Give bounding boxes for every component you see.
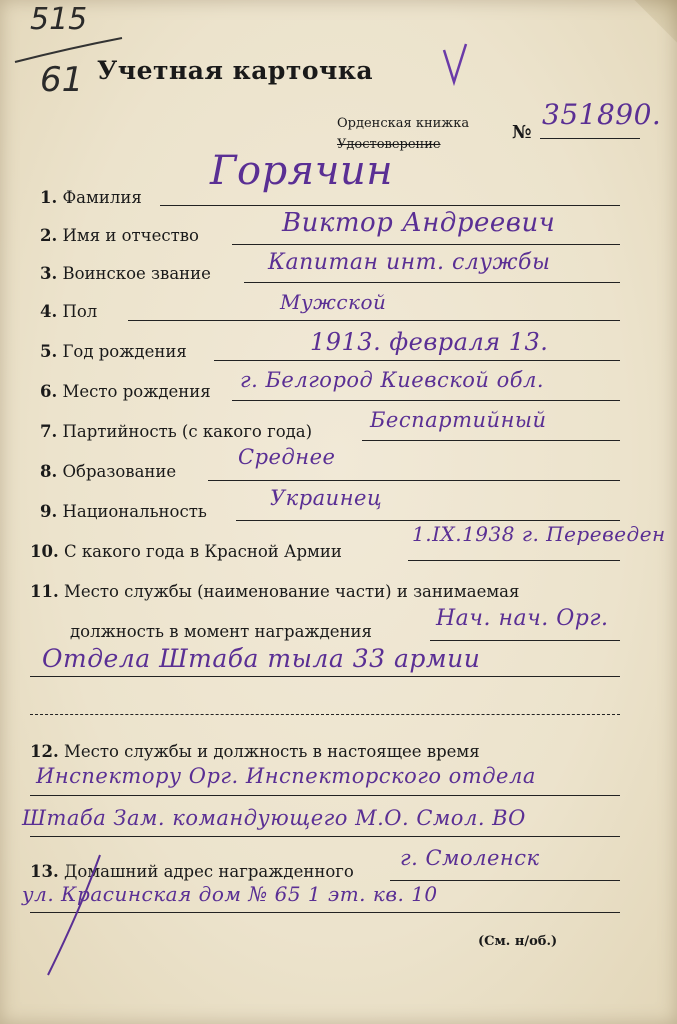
see-reverse-note: (См. н/об.) bbox=[478, 934, 558, 949]
field-8-label: 8. Образование bbox=[40, 462, 177, 481]
field-10-value: 1.IX.1938 г. Переведен bbox=[412, 522, 666, 546]
field-12-line-2 bbox=[30, 836, 620, 837]
field-4-label: 4. Пол bbox=[40, 302, 98, 321]
field-3-label: 3. Воинское звание bbox=[40, 264, 211, 283]
pencil-number-bottom: 61 bbox=[40, 60, 84, 100]
field-11-line-1 bbox=[430, 640, 620, 641]
field-12-label: 12. Место службы и должность в настоящее время bbox=[30, 742, 480, 761]
field-9-line bbox=[236, 520, 620, 521]
field-3-line bbox=[244, 282, 620, 283]
field-7-label: 7. Партийность (с какого года) bbox=[40, 422, 313, 441]
card-title: Учетная карточка bbox=[97, 56, 374, 85]
field-13-value: г. Смоленск bbox=[400, 846, 540, 870]
field-5-line bbox=[214, 360, 620, 361]
field-7-line bbox=[362, 440, 620, 441]
field-10-label: 10. С какого года в Красной Армии bbox=[30, 542, 342, 561]
field-1-label: 1. Фамилия bbox=[40, 188, 142, 207]
field-2-value: Виктор Андреевич bbox=[282, 208, 556, 238]
number-sign: № bbox=[512, 122, 532, 143]
field-4-line bbox=[128, 320, 620, 321]
pencil-number-top: 515 bbox=[30, 2, 88, 37]
field-11-label: 11. Место службы (наименование части) и занимаемая bbox=[30, 582, 520, 601]
field-5-value: 1913. февраля 13. bbox=[310, 328, 549, 356]
field-2-line bbox=[232, 244, 620, 245]
field-9-value: Украинец bbox=[270, 486, 383, 510]
field-6-line bbox=[232, 400, 620, 401]
field-11-line-3 bbox=[30, 714, 620, 715]
ink-stroke bbox=[40, 850, 120, 980]
field-8-line bbox=[208, 480, 620, 481]
folded-corner bbox=[617, 0, 677, 45]
field-6-label: 6. Место рождения bbox=[40, 382, 211, 401]
field-13-line-1 bbox=[390, 880, 620, 881]
field-6-value: г. Белгород Киевской обл. bbox=[240, 368, 545, 392]
field-4-value: Мужской bbox=[280, 290, 387, 314]
field-1-value: Горячин bbox=[210, 148, 394, 194]
check-mark-icon bbox=[440, 42, 470, 92]
field-12-value: Инспектору Орг. Инспекторского отдела bbox=[36, 764, 536, 788]
field-7-value: Беспартийный bbox=[370, 408, 547, 432]
field-9-label: 9. Национальность bbox=[40, 502, 207, 521]
field-5-label: 5. Год рождения bbox=[40, 342, 187, 361]
field-11-label-2: должность в момент награждения bbox=[70, 622, 372, 641]
field-1-line bbox=[160, 205, 620, 206]
field-11-value: Нач. нач. Орг. bbox=[436, 606, 609, 631]
field-3-value: Капитан инт. службы bbox=[268, 250, 551, 275]
field-2-label: 2. Имя и отчество bbox=[40, 226, 199, 245]
field-13-label: 13. Домашний адрес награжденного bbox=[30, 862, 354, 881]
field-13-value-2: ул. Красинская дом № 65 1 эт. кв. 10 bbox=[22, 882, 438, 906]
number-line bbox=[540, 138, 640, 139]
field-11-value-2: Отдела Штаба тыла 33 армии bbox=[42, 644, 481, 673]
field-10-line bbox=[408, 560, 620, 561]
certificate-label: Удостоверение bbox=[337, 137, 441, 152]
field-11-line-2 bbox=[30, 676, 620, 677]
order-book-number: 351890. bbox=[542, 98, 662, 131]
order-book-label: Орденская книжка bbox=[337, 116, 470, 131]
field-12-line-1 bbox=[30, 795, 620, 796]
field-12-value-2: Штаба Зам. командующего М.О. Смол. ВО bbox=[22, 806, 526, 830]
field-8-value: Среднее bbox=[238, 445, 336, 469]
